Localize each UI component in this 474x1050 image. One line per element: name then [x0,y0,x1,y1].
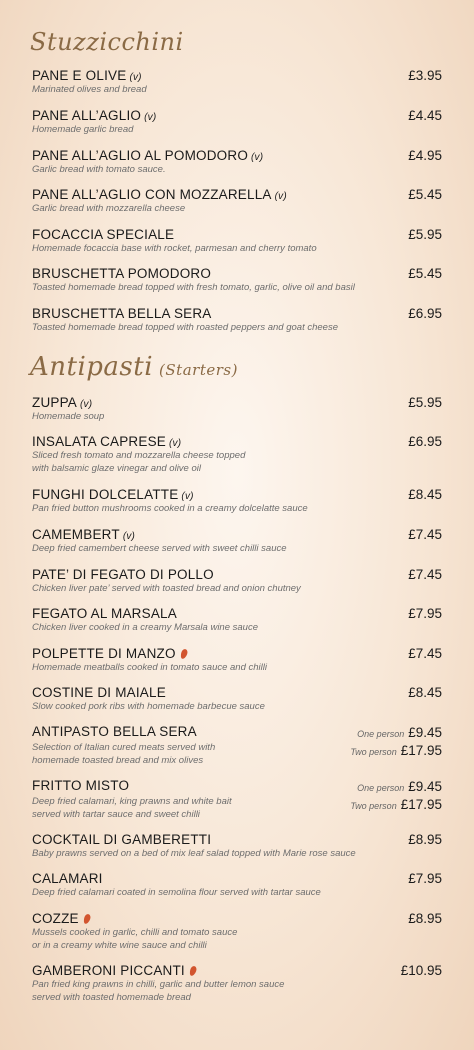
item-description: Toasted homemade bread topped with fresh tomato, garlic, olive oil and basil [32,282,355,293]
menu-item [32,434,442,475]
section-title-stuzzicchini: Stuzzicchini [30,28,184,56]
vegetarian-mark: (v) [169,438,182,449]
item-description: Pan fried button mushrooms cooked in a creamy dolcelatte sauce [32,503,308,514]
price-label-one-person: One person [357,729,405,739]
price-label-two-person: Two person [350,747,397,757]
item-description-line2: with balsamic glaze vinegar and olive oil [32,462,201,474]
item-name: PANE ALL’AGLIO CON MOZZARELLA [32,187,272,202]
item-description: Homemade garlic bread [32,124,134,135]
menu-item [32,306,442,335]
menu-item [32,266,442,295]
vegetarian-mark: (v) [80,399,93,410]
vegetarian-mark: (v) [122,531,136,542]
menu-item [32,963,442,1004]
item-name: ANTIPASTO BELLA SERA [32,724,197,739]
price-label-one-person: One person [357,783,405,793]
price-label-two-person: Two person [350,801,397,811]
item-name: BRUSCHETTA BELLA SERA [32,306,212,321]
menu-item [32,871,442,900]
item-price: £6.95 [408,434,442,449]
menu-item [32,68,442,97]
menu-item [32,646,442,675]
chilli-icon [179,648,188,659]
menu-item [32,778,442,821]
chilli-icon [188,965,197,976]
item-price: £8.95 [408,832,442,847]
item-name: COZZE [32,911,79,926]
item-description: Sliced fresh tomato and mozzarella cheese topped [32,450,246,461]
item-price: £9.45 [408,779,442,794]
item-description-line2: or in a creamy white wine sauce and chilli [32,939,207,951]
item-price: £4.45 [408,108,442,123]
item-description: Deep fried calamari coated in semolina flour served with tartar sauce [32,887,321,898]
item-name: FEGATO AL MARSALA [32,606,177,621]
item-description: Chicken liver cooked in a creamy Marsala wine sauce [32,622,258,633]
item-name: FOCACCIA SPECIALE [32,227,175,242]
menu-item [32,911,442,952]
menu-item [32,832,442,861]
item-price: £7.95 [408,606,442,621]
item-price: £5.45 [408,187,442,202]
menu-item [32,148,442,177]
menu-item [32,724,442,767]
item-name: PANE ALL’AGLIO [32,108,142,123]
menu-item [32,187,442,216]
item-price: £6.95 [408,306,442,321]
menu-item [32,227,442,256]
item-description: Deep fried calamari, king prawns and white bait [32,796,232,807]
item-price: £7.95 [408,871,442,886]
menu-item [32,395,442,424]
menu-item [32,685,442,714]
item-name: INSALATA CAPRESE [32,434,166,449]
item-name: FRITTO MISTO [32,778,130,793]
item-description-line2: homemade toasted bread and mix olives [32,754,204,766]
item-name: BRUSCHETTA POMODORO [32,266,212,281]
item-description: Toasted homemade bread topped with roasted peppers and goat cheese [32,322,338,333]
section-title-antipasti [30,352,238,382]
item-price: £5.95 [408,395,442,410]
item-price: £17.95 [400,797,442,812]
item-name: PANE ALL’AGLIO AL POMODORO [32,148,249,163]
item-name: FUNGHI DOLCELATTE [32,487,179,502]
item-price: £4.95 [408,148,442,163]
item-description: Mussels cooked in garlic, chilli and tomato sauce [32,927,238,938]
item-description: Marinated olives and bread [32,84,147,95]
item-description: Slow cooked pork ribs with homemade barbecue sauce [32,701,265,712]
item-description: Homemade focaccia base with rocket, parmesan and cherry tomato [32,243,317,254]
item-description: Baby prawns served on a bed of mix leaf salad topped with Marie rose sauce [32,848,356,859]
item-name: CAMEMBERT [32,527,120,542]
item-description: Homemade meatballs cooked in tomato sauce and chilli [32,662,267,673]
item-description: Chicken liver pate’ served with toasted bread and onion chutney [32,583,301,594]
menu-item [32,527,442,556]
menu-item [32,108,442,137]
item-price: £9.45 [408,725,442,740]
vegetarian-mark: (v) [129,72,142,83]
item-name: CALAMARI [32,871,103,886]
item-description: Garlic bread with mozzarella cheese [32,203,186,214]
item-price: £7.45 [408,567,442,582]
item-price: £8.45 [408,487,442,502]
item-name: GAMBERONI PICCANTI [32,963,185,978]
item-price: £8.95 [408,911,442,926]
menu-item [32,567,442,596]
item-price: £17.95 [400,743,442,758]
vegetarian-mark: (v) [144,112,157,123]
section-title-text: Antipasti [30,352,154,382]
item-description: Selection of Italian cured meats served with [32,742,216,753]
vegetarian-mark: (v) [251,152,264,163]
item-price: £7.45 [408,646,442,661]
menu-item [32,606,442,635]
item-name: PANE E OLIVE [32,68,127,83]
section-subtitle: (Starters) [159,361,238,379]
item-description-line2: served with toasted homemade bread [32,991,191,1003]
item-price: £5.45 [408,266,442,281]
item-name: COCKTAIL DI GAMBERETTI [32,832,212,847]
item-price: £10.95 [400,963,442,978]
menu-item [32,487,442,516]
item-description: Pan fried king prawns in chilli, garlic and butter lemon sauce [32,979,285,990]
item-name: POLPETTE DI MANZO [32,646,176,661]
item-description: Homemade soup [32,411,105,422]
item-description: Garlic bread with tomato sauce. [32,164,166,175]
vegetarian-mark: (v) [274,191,287,202]
item-name: COSTINE DI MAIALE [32,685,166,700]
chilli-icon [82,913,91,924]
item-name: ZUPPA [32,395,78,410]
item-price: £7.45 [408,527,442,542]
item-price: £3.95 [408,68,442,83]
item-description-line2: served with tartar sauce and sweet chilli [32,808,200,820]
item-name: PATE’ DI FEGATO DI POLLO [32,567,214,582]
item-price: £8.45 [408,685,442,700]
item-price: £5.95 [408,227,442,242]
vegetarian-mark: (v) [181,491,194,502]
item-description: Deep fried camembert cheese served with sweet chilli sauce [32,543,287,554]
